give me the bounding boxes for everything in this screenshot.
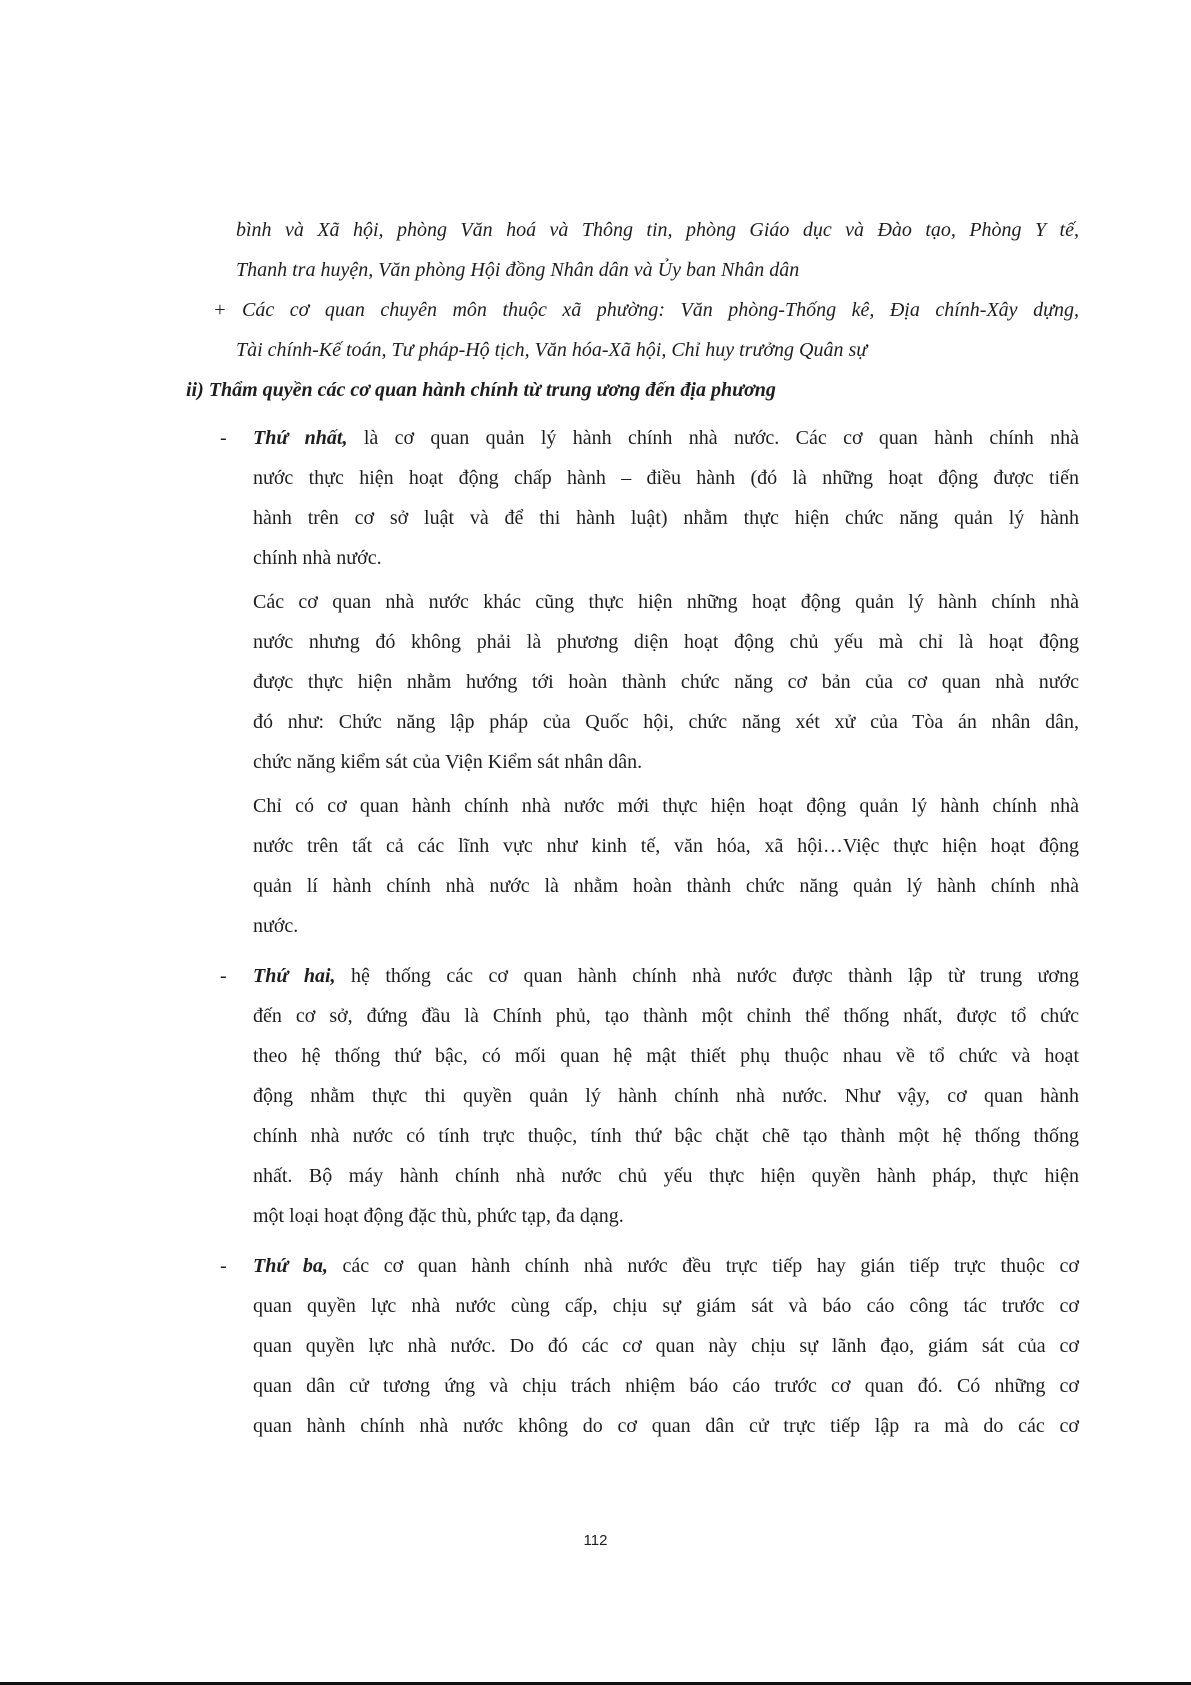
- paragraph-line: chính nhà nước.: [253, 547, 382, 569]
- paragraph-line: [253, 426, 1079, 450]
- bullet-dash: -: [220, 427, 227, 449]
- paragraph-line: động nhằm thực thi quyền quản lý hành chính nhà nước. Như vậy, cơ quan hành: [253, 1085, 1079, 1107]
- bullet-dash: -: [220, 1255, 227, 1277]
- paragraph-line: chức năng kiểm sát của Viện Kiểm sát nhân dân.: [253, 751, 643, 773]
- paragraph-line: chính nhà nước có tính trực thuộc, tính thứ bậc chặt chẽ tạo thành một hệ thống thống: [253, 1125, 1079, 1147]
- paragraph-line: quan quyền lực nhà nước cùng cấp, chịu sự giám sát và báo cáo công tác trước cơ: [253, 1295, 1079, 1317]
- list-continuation: Tài chính-Kế toán, Tư pháp-Hộ tịch, Văn hóa-Xã hội, Chỉ huy trưởng Quân sự: [236, 339, 868, 361]
- paragraph-line: Các cơ quan nhà nước khác cũng thực hiện những hoạt động quản lý hành chính nhà: [253, 591, 1079, 613]
- paragraph-line: quan quyền lực nhà nước. Do đó các cơ quan này chịu sự lãnh đạo, giám sát của cơ: [253, 1335, 1079, 1357]
- section-heading: ii) Thẩm quyền các cơ quan hành chính từ trung ương đến địa phương: [186, 379, 776, 401]
- paragraph-line: một loại hoạt động đặc thù, phức tạp, đa dạng.: [253, 1205, 624, 1227]
- paragraph-line: [253, 964, 1079, 988]
- bullet-lead: Thứ ba,: [253, 1255, 328, 1277]
- paragraph-line: nước thực hiện hoạt động chấp hành – điều hành (đó là những hoạt động được tiến: [253, 467, 1079, 489]
- paragraph-text: các cơ quan hành chính nhà nước đều trực tiếp hay gián tiếp trực thuộc cơ: [327, 1255, 1079, 1277]
- paragraph-line: quan dân cử tương ứng và chịu trách nhiệm báo cáo trước cơ quan đó. Có những cơ: [253, 1375, 1079, 1397]
- list-continuation: Thanh tra huyện, Văn phòng Hội đồng Nhân dân và Ủy ban Nhân dân: [236, 259, 800, 281]
- list-item: + Các cơ quan chuyên môn thuộc xã phường: Văn phòng-Thống kê, Địa chính-Xây dựng,: [213, 299, 1079, 321]
- paragraph-line: [253, 1254, 1079, 1278]
- bullet-lead: Thứ hai,: [253, 965, 336, 987]
- paragraph-line: nhất. Bộ máy hành chính nhà nước chủ yếu thực hiện quyền hành pháp, thực hiện: [253, 1165, 1079, 1187]
- paragraph-line: nước.: [253, 915, 299, 937]
- paragraph-line: đến cơ sở, đứng đầu là Chính phủ, tạo thành một chỉnh thể thống nhất, được tổ chức: [253, 1005, 1079, 1027]
- paragraph-line: được thực hiện nhằm hướng tới hoàn thành chức năng cơ bản của cơ quan nhà nước: [253, 671, 1079, 693]
- paragraph-line: hành trên cơ sở luật và để thi hành luật) nhằm thực hiện chức năng quản lý hành: [253, 507, 1079, 529]
- paragraph-line: nước nhưng đó không phải là phương diện hoạt động chủ yếu mà chỉ là hoạt động: [253, 631, 1079, 653]
- page-number: 112: [583, 1532, 608, 1549]
- paragraph-line: theo hệ thống thứ bậc, có mối quan hệ mật thiết phụ thuộc nhau về tổ chức và hoạt: [253, 1045, 1079, 1067]
- paragraph-line: quan hành chính nhà nước không do cơ quan dân cử trực tiếp lập ra mà do các cơ: [253, 1415, 1079, 1437]
- list-continuation: bình và Xã hội, phòng Văn hoá và Thông tin, phòng Giáo dục và Đào tạo, Phòng Y tế,: [236, 219, 1079, 241]
- paragraph-line: đó như: Chức năng lập pháp của Quốc hội, chức năng xét xử của Tòa án nhân dân,: [253, 711, 1079, 733]
- paragraph-text: hệ thống các cơ quan hành chính nhà nước được thành lập từ trung ương: [335, 965, 1079, 987]
- bullet-dash: -: [220, 965, 227, 987]
- bullet-lead: Thứ nhất,: [253, 427, 348, 449]
- paragraph-line: quản lí hành chính nhà nước là nhằm hoàn thành chức năng quản lý hành chính nhà: [253, 875, 1079, 897]
- paragraph-line: Chỉ có cơ quan hành chính nhà nước mới thực hiện hoạt động quản lý hành chính nhà: [253, 795, 1079, 817]
- paragraph-text: là cơ quan quản lý hành chính nhà nước. Các cơ quan hành chính nhà: [347, 427, 1080, 449]
- paragraph-line: nước trên tất cả các lĩnh vực như kinh tế, văn hóa, xã hội…Việc thực hiện hoạt động: [253, 835, 1079, 857]
